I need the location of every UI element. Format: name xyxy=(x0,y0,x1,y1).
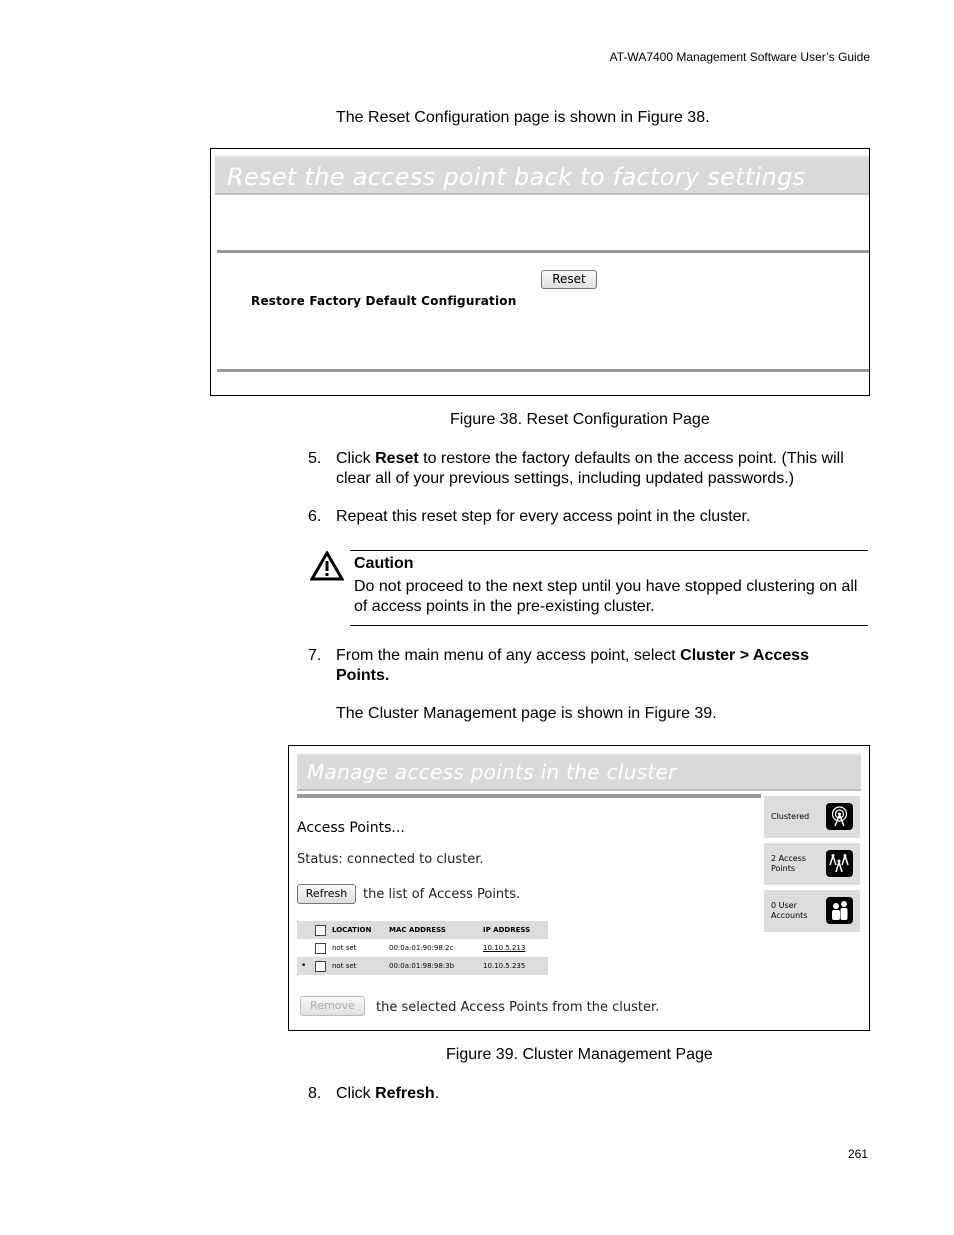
clustered-status-panel xyxy=(764,796,860,838)
access-points-count-panel xyxy=(764,843,860,885)
step-text xyxy=(336,1084,866,1104)
restore-default-label: Restore Factory Default Configuration xyxy=(251,294,517,308)
step-text xyxy=(336,449,866,489)
cluster-banner xyxy=(297,753,861,791)
step-number: 5. xyxy=(308,450,322,467)
cell-ip: 10.10.5.235 xyxy=(483,962,526,970)
step-text xyxy=(336,646,866,686)
table-row xyxy=(297,957,548,975)
cell-ip-link[interactable]: 10.10.5.213 xyxy=(483,944,526,952)
user-accounts-count-panel xyxy=(764,890,860,932)
reset-banner xyxy=(215,155,870,195)
access-points-table xyxy=(297,921,548,975)
access-points-icon xyxy=(826,850,853,877)
step-text-part: Click xyxy=(336,1085,376,1102)
refresh-button[interactable]: Refresh xyxy=(297,884,356,904)
step-text-part: to restore the factory defaults on the access point. (This will clear all of your previous settings, including updated passwords.) xyxy=(336,450,844,487)
table-row xyxy=(297,939,548,957)
caution-box xyxy=(350,550,868,626)
running-header: AT-WA7400 Management Software User’s Guide xyxy=(609,50,870,64)
figure-38-caption: Figure 38. Reset Configuration Page xyxy=(450,411,710,428)
clustered-label: Clustered xyxy=(771,812,810,821)
cluster-icon xyxy=(826,803,853,830)
divider xyxy=(297,794,761,798)
select-all-checkbox[interactable] xyxy=(315,925,326,936)
step-text-part: Click xyxy=(336,450,376,467)
reset-banner-title: Reset the access point back to factory settings xyxy=(227,163,806,191)
step-emphasis: Refresh xyxy=(375,1085,435,1102)
step-text-part: From the main menu of any access point, select xyxy=(336,647,681,664)
row-checkbox[interactable] xyxy=(315,961,326,972)
cell-mac: 00:0a:01:98:98:3b xyxy=(389,962,455,970)
table-header-row xyxy=(297,921,548,939)
step-emphasis: Cluster > Access Points. xyxy=(336,647,809,684)
step-8 xyxy=(308,1084,868,1106)
refresh-description: the list of Access Points. xyxy=(363,887,521,902)
remove-button[interactable]: Remove xyxy=(300,996,365,1016)
intro-figure-39: The Cluster Management page is shown in Figure 39. xyxy=(336,705,717,722)
cluster-status: Status: connected to cluster. xyxy=(297,852,484,867)
figure-38-reset-configuration xyxy=(210,148,870,396)
column-header-mac: MAC ADDRESS xyxy=(389,926,446,934)
step-number: 7. xyxy=(308,647,322,664)
column-header-location: LOCATION xyxy=(332,926,372,934)
page-number: 261 xyxy=(847,1147,868,1161)
cell-location: not set xyxy=(332,944,357,952)
caution-text: Do not proceed to the next step until you have stopped clustering on all of access points in the pre-existing cluster. xyxy=(354,578,858,615)
step-7 xyxy=(308,646,868,688)
step-emphasis: Reset xyxy=(375,450,419,467)
divider xyxy=(217,369,870,372)
warning-triangle-icon xyxy=(310,551,344,581)
row-checkbox[interactable] xyxy=(315,943,326,954)
user-accounts-count-label: 0 User Accounts xyxy=(771,901,808,920)
figure-39-caption: Figure 39. Cluster Management Page xyxy=(446,1046,713,1063)
row-marker: • xyxy=(301,961,307,971)
step-text: Repeat this reset step for every access point in the cluster. xyxy=(336,508,751,525)
cluster-banner-title: Manage access points in the cluster xyxy=(307,760,677,784)
intro-figure-38: The Reset Configuration page is shown in Figure 38. xyxy=(336,109,710,126)
caution-title: Caution xyxy=(354,555,414,572)
user-accounts-icon xyxy=(826,897,853,924)
step-number: 6. xyxy=(308,508,322,525)
step-5 xyxy=(308,449,868,491)
remove-description: the selected Access Points from the cluster. xyxy=(376,1000,660,1015)
column-header-ip: IP ADDRESS xyxy=(483,926,531,934)
step-text-part: . xyxy=(434,1085,440,1102)
reset-button[interactable]: Reset xyxy=(541,270,597,289)
access-points-count-label: 2 Access Points xyxy=(771,854,807,873)
step-number: 8. xyxy=(308,1085,322,1102)
divider xyxy=(217,250,870,253)
cell-mac: 00:0a:01:90:98:2c xyxy=(389,944,454,952)
cell-location: not set xyxy=(332,962,357,970)
figure-39-cluster-management xyxy=(288,745,870,1031)
access-points-heading: Access Points... xyxy=(297,820,405,836)
step-6 xyxy=(308,507,868,529)
